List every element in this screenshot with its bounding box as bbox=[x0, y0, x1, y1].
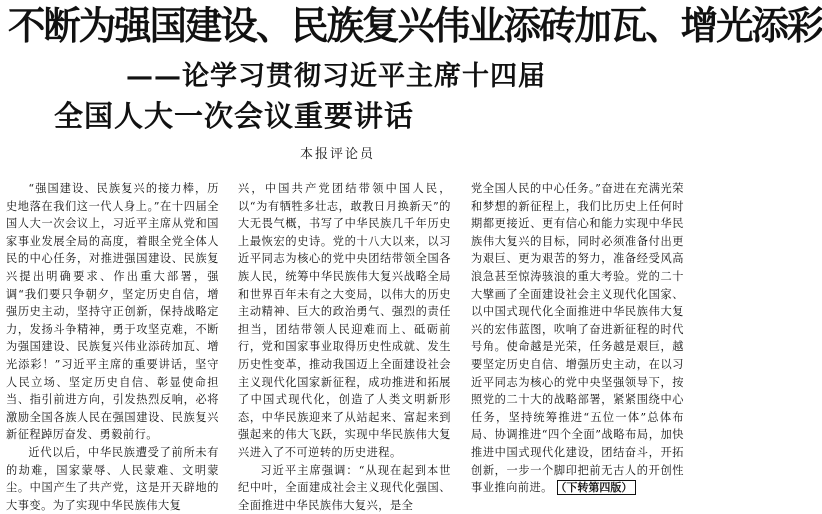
article-column-3 bbox=[471, 180, 684, 496]
byline: 本报评论员 bbox=[300, 146, 420, 164]
headline: 不断为强国建设、民族复兴伟业添砖加瓦、增光添彩 bbox=[8, 4, 664, 50]
continuation-note[interactable]: （下转第四版） bbox=[557, 480, 637, 495]
paragraph: 兴，中国共产党团结带领中国人民，以“为有牺牲多壮志，敢教日月换新天”的大无畏气概，书写了中华民族几千年历史上最恢宏的史诗。党的十八大以来，以习近平同志为核心的党中央团结带领全国各族人民，统筹中华民族伟大复兴战略全局和世界百年未有之大变局，以伟大的历史主动精神、巨大的政治勇气、强烈的责任担当，团结带领人民迎难而上、砥砺前行，党和国家事业取得历史性成就、发生历史性变革，推动我国迈上全面建设社会主义现代化国家新征程，成功推进和拓展了中国式现代化，创造了人类文明新形态，中华民族迎来了从站起来、富起来到强起来的伟大飞跃，实现中华民族伟大复兴进入了不可逆转的历史进程。 bbox=[238, 180, 451, 462]
paragraph: 习近平主席强调：“从现在起到本世纪中叶，全面建成社会主义现代化强国、全面推进中华民族伟大复兴，是全 bbox=[238, 462, 451, 514]
subtitle-line-2: 全国人大一次会议重要讲话 bbox=[54, 98, 514, 134]
paragraph: 近代以后，中华民族遭受了前所未有的劫难，国家蒙辱、人民蒙难、文明蒙尘。中国产生了共产党，这是开天辟地的大事变。为了实现中华民族伟大复 bbox=[6, 444, 219, 514]
paragraph bbox=[471, 180, 684, 497]
subtitle-line-1: ——论学习贯彻习近平主席十四届 bbox=[126, 60, 656, 94]
article-column-1 bbox=[6, 180, 219, 496]
article-column-2 bbox=[238, 180, 451, 496]
paragraph: “强国建设、民族复兴的接力棒，历史地落在我们这一代人身上。”在十四届全国人大一次会议上，习近平主席从党和国家事业发展全局的高度，着眼全党全体人民的中心任务，对推进强国建设、民族复兴提出明确要求、作出重大部署，强调“我们要只争朝夕，坚定历史自信，增强历史主动，坚持守正创新，保持战略定力，发扬斗争精神，勇于攻坚克难，不断为强国建设、民族复兴伟业添砖加瓦、增光添彩！”习近平主席的重要讲话，坚守人民立场、坚定历史自信、彰显使命担当、指引前进方向，引发热烈反响，必将激励全国各族人民在强国建设、民族复兴新征程踔厉奋发、勇毅前行。 bbox=[6, 180, 219, 444]
paragraph-text: 党全国人民的中心任务。”奋进在充满光荣和梦想的新征程上，我们比历史上任何时期都更接近、更有信心和能力实现中华民族伟大复兴的目标，同时必须准备付出更为艰巨、更为艰苦的努力，准备经受风高浪急甚至惊涛骇浪的重大考验。党的二十大擘画了全面建设社会主义现代化国家、以中国式现代化全面推进中华民族伟大复兴的宏伟蓝图，吹响了奋进新征程的时代号角。使命越是光荣，任务越是艰巨，越要坚定历史自信、增强历史主动，在以习近平同志为核心的党中央坚强领导下，按照党的二十大的战略部署，紧紧围绕中心任务，坚持统筹推进“五位一体”总体布局、协调推进“四个全面”战略布局，加快推进中国式现代化建设，团结奋斗，开拓创新，一步一个脚印把前无古人的开创性事业推向前进。 bbox=[471, 182, 684, 494]
